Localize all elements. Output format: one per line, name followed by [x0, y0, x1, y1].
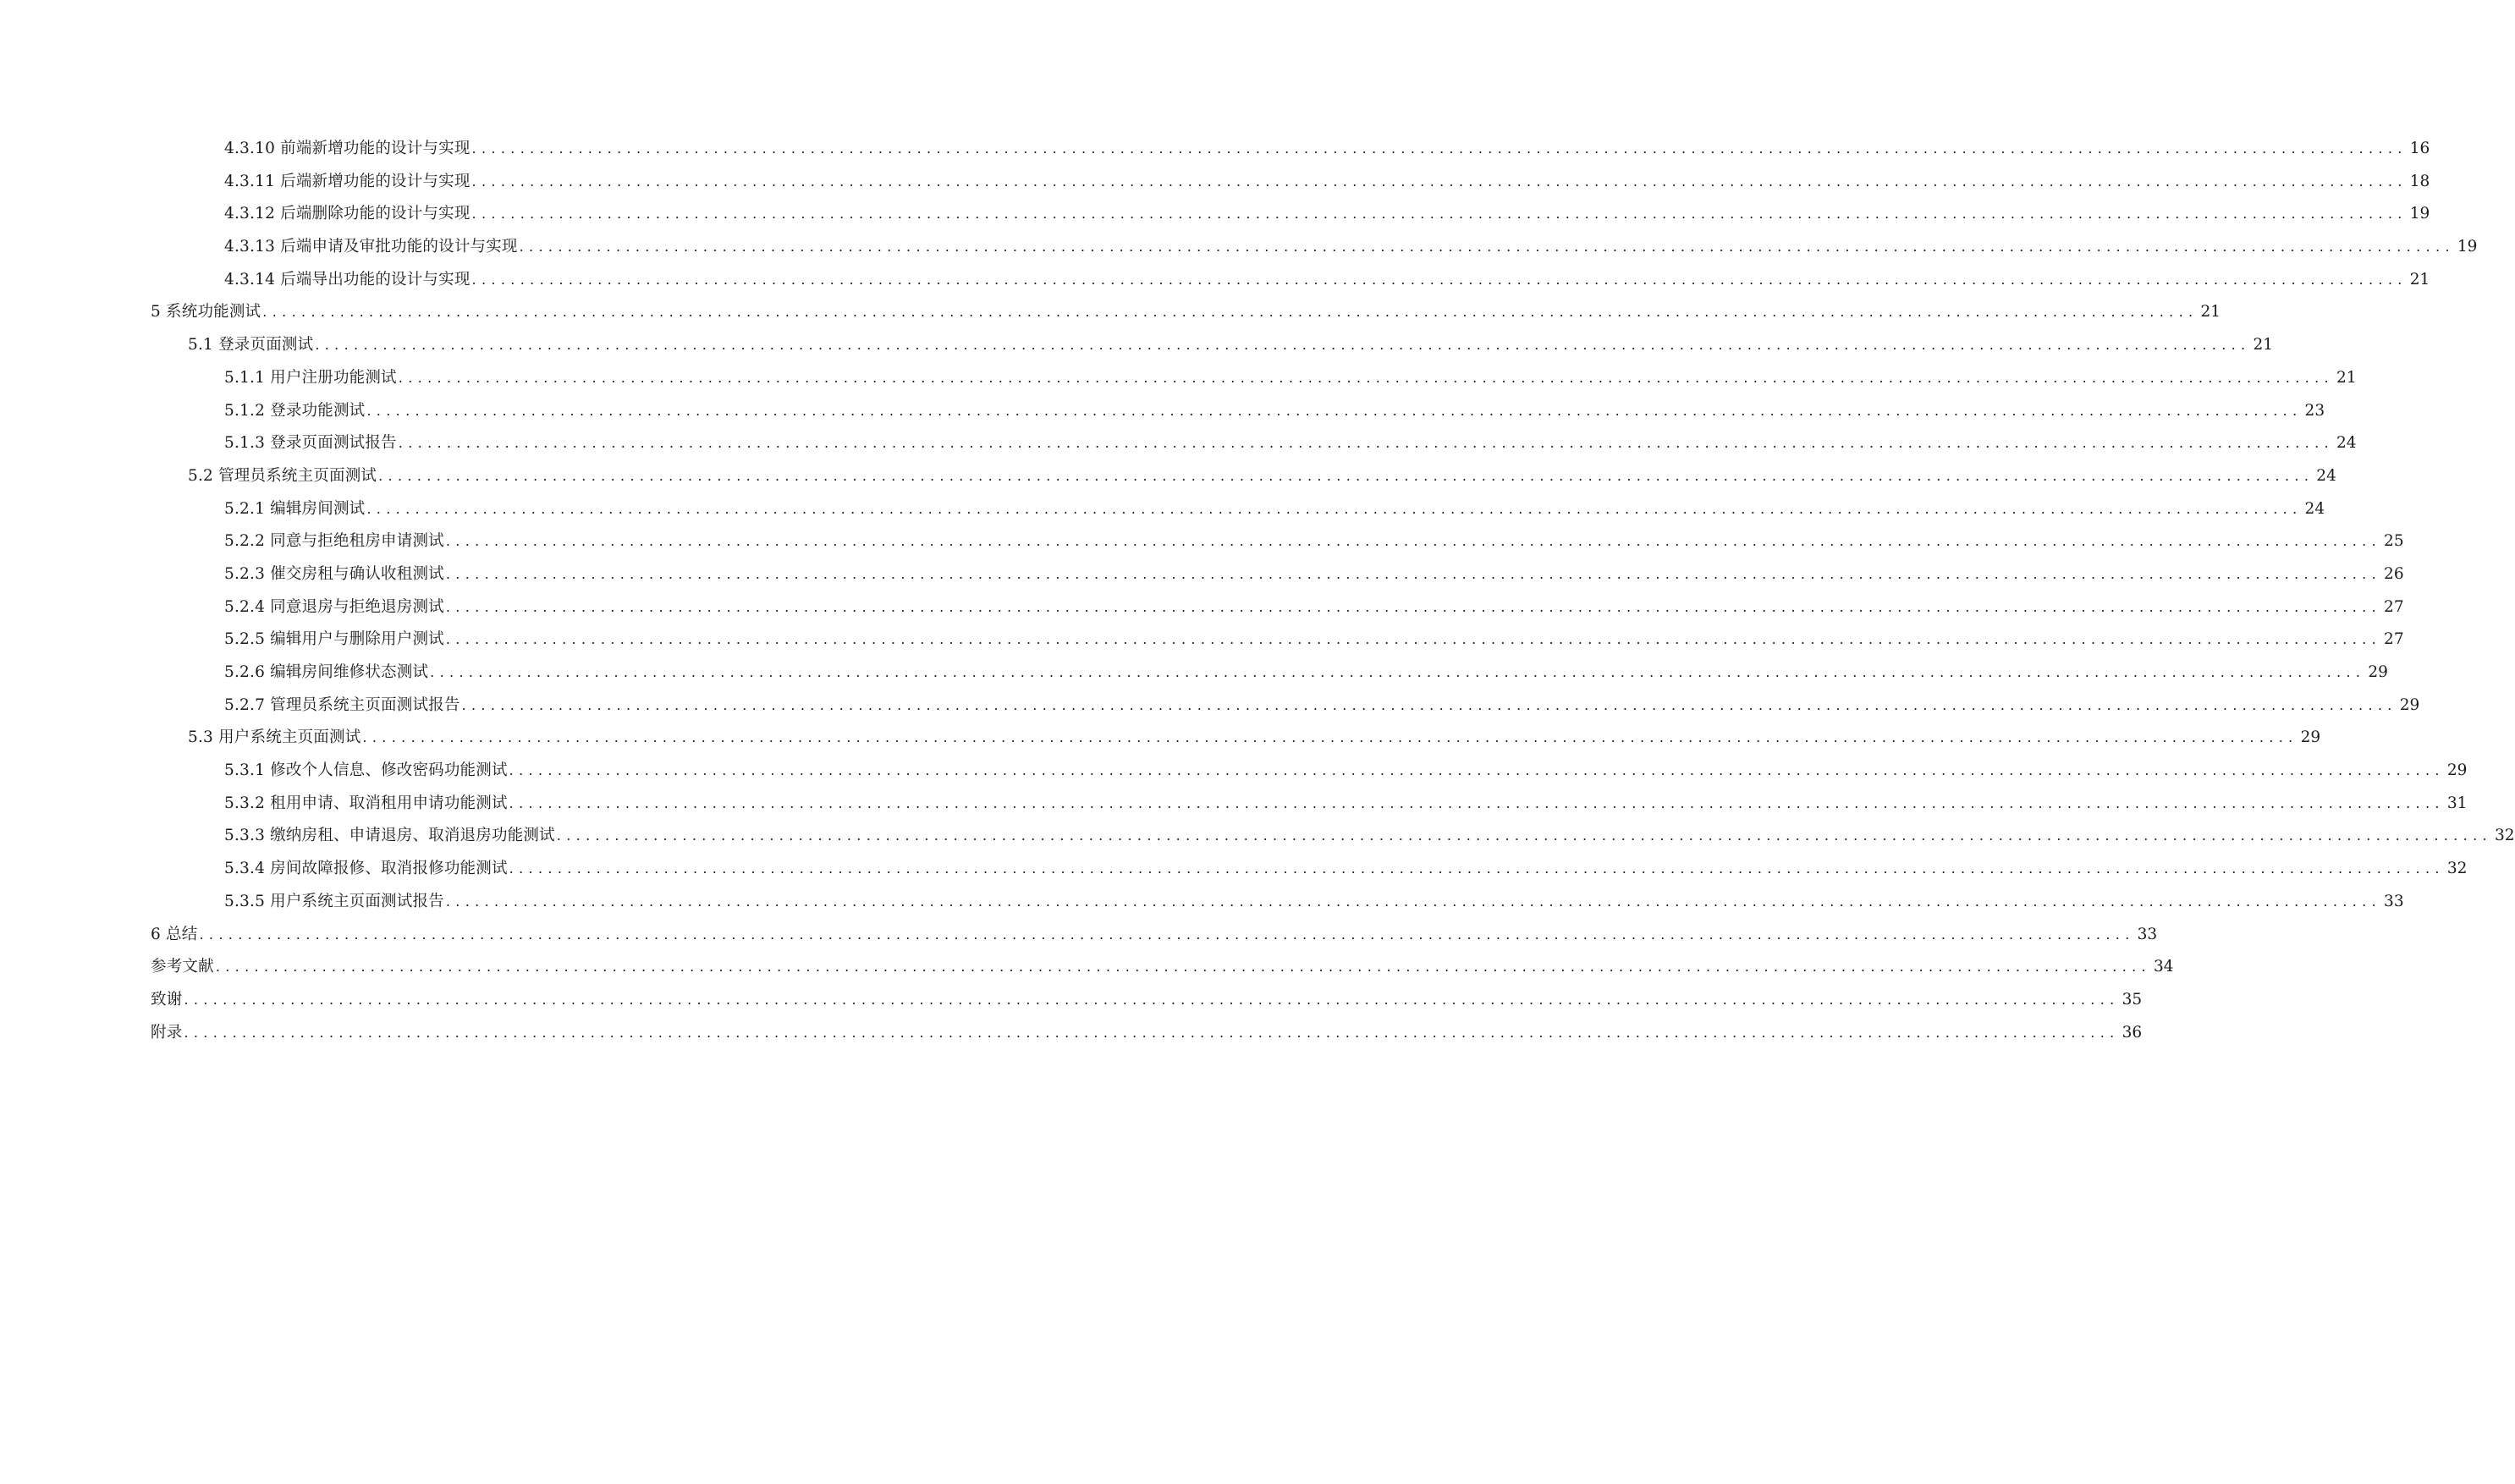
toc-entry-line	[224, 236, 2478, 269]
toc-entry[interactable]	[0, 793, 2468, 826]
toc-entry-line	[224, 563, 2404, 596]
toc-entry[interactable]	[0, 727, 2321, 760]
toc-entry-line	[224, 432, 2357, 465]
toc-entry-title: 5.1.1 用户注册功能测试	[224, 368, 397, 387]
toc-dot-leader: ........................................................................................................................................................................................................	[445, 533, 2382, 550]
toc-entry-title: 5.1.2 登录功能测试	[224, 401, 366, 420]
toc-entry-title: 5.3.2 租用申请、取消租用申请功能测试	[224, 794, 508, 812]
toc-dot-leader: ........................................................................................................................................................................................................	[471, 173, 2408, 190]
toc-entry-line	[224, 400, 2325, 433]
toc-dot-leader: ........................................................................................................................................................................................................	[362, 729, 2298, 746]
toc-dot-leader: ........................................................................................................................................................................................................	[262, 304, 2199, 321]
toc-entry-title: 5 系统功能测试	[151, 303, 261, 322]
toc-entry-page-number: 26	[2384, 564, 2404, 583]
toc-entry-line	[224, 269, 2430, 302]
toc-entry[interactable]	[0, 891, 2404, 924]
toc-entry-title: 5.3.5 用户系统主页面测试报告	[224, 892, 444, 910]
toc-entry-line	[151, 924, 2158, 957]
toc-dot-leader: ........................................................................................................................................................................................................	[519, 239, 2455, 256]
toc-dot-leader: ........................................................................................................................................................................................................	[366, 500, 2303, 517]
toc-entry-title: 附录	[151, 1023, 183, 1042]
toc-entry-page-number: 33	[2137, 925, 2158, 943]
toc-dot-leader: ........................................................................................................................................................................................................	[509, 762, 2445, 779]
toc-entry-page-number: 29	[2399, 695, 2420, 714]
toc-dot-leader: ........................................................................................................................................................................................................	[398, 435, 2334, 452]
toc-entry-line	[151, 1022, 2143, 1055]
toc-entry[interactable]	[0, 171, 2430, 204]
toc-entry-page-number: 27	[2384, 597, 2404, 616]
toc-entry-line	[151, 956, 2174, 989]
toc-entry[interactable]	[0, 662, 2388, 695]
toc-entry[interactable]	[0, 596, 2404, 629]
toc-entry-line	[188, 465, 2336, 498]
toc-entry-title: 5.2.1 编辑房间测试	[224, 499, 366, 518]
toc-entry-title: 4.3.11 后端新增功能的设计与实现	[224, 172, 471, 190]
toc-entry-line	[224, 138, 2430, 171]
toc-entry[interactable]	[0, 301, 2221, 334]
toc-entry[interactable]	[0, 530, 2404, 563]
toc-entry-line	[224, 825, 2515, 858]
toc-entry-line	[224, 367, 2357, 400]
toc-entry-line	[224, 629, 2404, 662]
toc-entry-line	[224, 760, 2468, 793]
toc-entry[interactable]	[0, 1022, 2143, 1055]
toc-entry-title: 5.2.5 编辑用户与删除用户测试	[224, 630, 444, 649]
toc-entry-page-number: 35	[2122, 990, 2143, 1009]
toc-entry-title: 4.3.10 前端新增功能的设计与实现	[224, 140, 471, 157]
toc-entry[interactable]	[0, 498, 2325, 531]
toc-dot-leader: ........................................................................................................................................................................................................	[378, 467, 2314, 484]
toc-entry-line	[151, 989, 2143, 1022]
toc-entry-line	[224, 662, 2388, 695]
toc-entry-line	[224, 171, 2430, 204]
toc-entry-title: 5.2.4 同意退房与拒绝退房测试	[224, 597, 444, 616]
toc-entry-line	[151, 301, 2221, 334]
toc-entry-title: 5.3 用户系统主页面测试	[188, 728, 361, 747]
toc-dot-leader: ........................................................................................................................................................................................................	[471, 271, 2408, 288]
toc-dot-leader: ........................................................................................................................................................................................................	[398, 369, 2334, 386]
toc-entry-page-number: 16	[2409, 140, 2430, 157]
toc-dot-leader: ........................................................................................................................................................................................................	[315, 337, 2251, 354]
toc-entry-title: 5.2.2 同意与拒绝租房申请测试	[224, 532, 444, 551]
toc-entry-page-number: 32	[2446, 860, 2468, 878]
toc-entry-page-number: 27	[2384, 630, 2404, 649]
toc-entry[interactable]	[0, 465, 2336, 498]
toc-entry-page-number: 33	[2384, 892, 2404, 910]
toc-entry-page-number: 24	[2316, 466, 2336, 485]
toc-dot-leader: ........................................................................................................................................................................................................	[556, 827, 2492, 844]
toc-entry-title: 6 总结	[151, 925, 198, 943]
toc-entry[interactable]	[0, 269, 2430, 302]
toc-entry[interactable]	[0, 825, 2515, 858]
toc-entry-title: 5.3.4 房间故障报修、取消报修功能测试	[224, 860, 508, 878]
toc-entry-page-number: 23	[2304, 401, 2325, 420]
toc-entry-line	[224, 203, 2430, 236]
toc-dot-leader: ........................................................................................................................................................................................................	[445, 893, 2382, 910]
toc-entry-page-number: 29	[2368, 663, 2388, 681]
toc-entry-line	[188, 727, 2321, 760]
toc-entry[interactable]	[0, 989, 2143, 1022]
toc-dot-leader: ........................................................................................................................................................................................................	[199, 926, 2135, 943]
toc-entry[interactable]	[0, 956, 2174, 989]
toc-entry-page-number: 21	[2253, 336, 2274, 355]
toc-entry-page-number: 24	[2336, 434, 2357, 453]
toc-dot-leader: ........................................................................................................................................................................................................	[509, 860, 2445, 877]
toc-dot-leader: ........................................................................................................................................................................................................	[184, 1024, 2120, 1041]
toc-entry-title: 5.2.6 编辑房间维修状态测试	[224, 663, 429, 681]
toc-dot-leader: ........................................................................................................................................................................................................	[430, 664, 2366, 680]
toc-entry-line	[224, 695, 2420, 728]
toc-dot-leader: ........................................................................................................................................................................................................	[445, 598, 2382, 615]
toc-entry-title: 5.1.3 登录页面测试报告	[224, 434, 397, 453]
toc-entry-title: 5.2 管理员系统主页面测试	[188, 466, 377, 485]
toc-dot-leader: ........................................................................................................................................................................................................	[471, 140, 2408, 157]
toc-entry-title: 4.3.14 后端导出功能的设计与实现	[224, 270, 471, 289]
toc-entry-page-number: 34	[2154, 958, 2174, 976]
toc-entry[interactable]	[0, 629, 2404, 662]
toc-entry-page-number: 31	[2446, 794, 2468, 812]
toc-entry-page-number: 24	[2304, 499, 2325, 518]
toc-entry-line	[224, 891, 2404, 924]
toc-entry-title: 4.3.12 后端删除功能的设计与实现	[224, 205, 471, 223]
toc-entry-page-number: 21	[2200, 303, 2221, 322]
toc-entry[interactable]	[0, 236, 2478, 269]
toc-entry-line	[224, 530, 2404, 563]
toc-entry[interactable]	[0, 203, 2430, 236]
toc-entry-page-number: 21	[2336, 368, 2357, 387]
toc-entry-page-number: 25	[2384, 532, 2404, 551]
toc-entry[interactable]	[0, 367, 2357, 400]
toc-entry-title: 5.3.1 修改个人信息、修改密码功能测试	[224, 761, 508, 780]
toc-entry-page-number: 21	[2409, 270, 2430, 289]
toc-entry[interactable]	[0, 858, 2468, 891]
toc-entry-title: 5.3.3 缴纳房租、申请退房、取消退房功能测试	[224, 827, 555, 845]
table-of-contents	[0, 138, 2515, 1054]
toc-entry[interactable]	[0, 563, 2404, 596]
toc-entry-page-number: 18	[2409, 172, 2430, 190]
toc-entry-page-number: 29	[2446, 761, 2468, 780]
toc-entry[interactable]	[0, 924, 2158, 957]
toc-dot-leader: ........................................................................................................................................................................................................	[445, 631, 2382, 648]
toc-entry-line	[224, 498, 2325, 531]
toc-entry-line	[188, 334, 2274, 367]
toc-dot-leader: ........................................................................................................................................................................................................	[471, 206, 2408, 223]
toc-entry-title: 参考文献	[151, 958, 214, 976]
toc-entry-title: 5.2.7 管理员系统主页面测试报告	[224, 695, 460, 714]
toc-entry[interactable]	[0, 432, 2357, 465]
toc-entry-page-number: 19	[2409, 205, 2430, 223]
toc-entry-title: 致谢	[151, 990, 183, 1009]
toc-entry[interactable]	[0, 760, 2468, 793]
toc-entry[interactable]	[0, 400, 2325, 433]
toc-entry-line	[224, 858, 2468, 891]
toc-dot-leader: ........................................................................................................................................................................................................	[445, 565, 2382, 582]
toc-entry[interactable]	[0, 695, 2420, 728]
toc-entry-page-number: 29	[2300, 728, 2321, 747]
toc-dot-leader: ........................................................................................................................................................................................................	[215, 959, 2151, 976]
toc-entry[interactable]	[0, 334, 2274, 367]
toc-dot-leader: ........................................................................................................................................................................................................	[184, 991, 2120, 1008]
toc-dot-leader: ........................................................................................................................................................................................................	[461, 696, 2397, 713]
toc-entry-page-number: 32	[2494, 827, 2515, 845]
toc-dot-leader: ........................................................................................................................................................................................................	[509, 794, 2445, 811]
toc-entry-line	[224, 793, 2468, 826]
toc-entry-title: 4.3.13 后端申请及审批功能的设计与实现	[224, 238, 518, 256]
toc-entry-title: 5.2.3 催交房租与确认收租测试	[224, 564, 444, 583]
toc-entry-line	[224, 596, 2404, 629]
toc-entry-title: 5.1 登录页面测试	[188, 336, 314, 355]
toc-entry[interactable]	[0, 138, 2430, 171]
toc-dot-leader: ........................................................................................................................................................................................................	[366, 402, 2303, 419]
toc-entry-page-number: 19	[2457, 238, 2478, 256]
toc-entry-page-number: 36	[2122, 1023, 2143, 1042]
